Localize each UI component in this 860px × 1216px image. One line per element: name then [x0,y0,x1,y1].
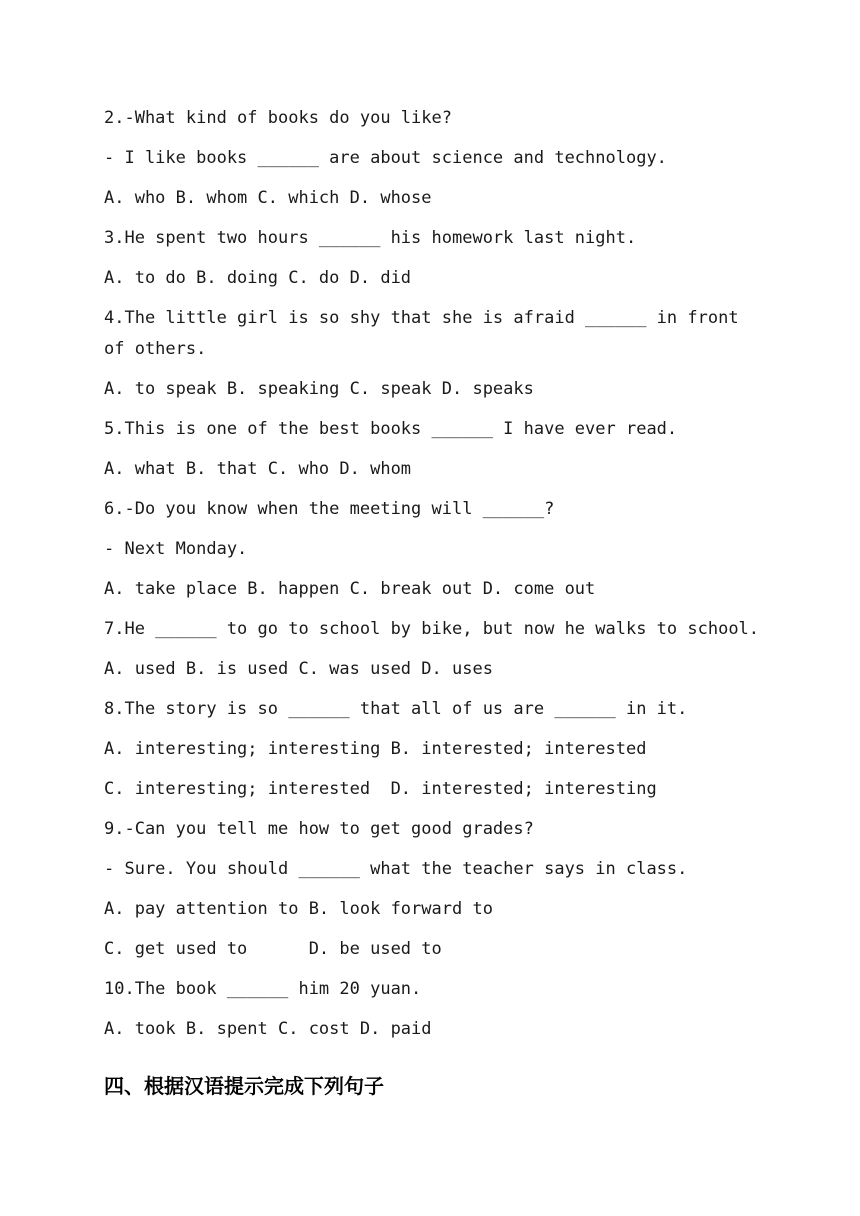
question-9-options-cd: C. get used to D. be used to [104,939,442,959]
question-8-stem: 8.The story is so ______ that all of us are ______ in it. [104,699,688,719]
question-list [104,104,764,1055]
question-9-options-ab: A. pay attention to B. look forward to [104,899,493,919]
question-4-stem-continued: of others. [104,339,207,359]
question-9-stem: 9.-Can you tell me how to get good grades? [104,819,534,839]
question-2-reply: - I like books ______ are about science and technology. [104,148,667,168]
question-7-options: A. used B. is used C. was used D. uses [104,659,493,679]
question-2-stem: 2.-What kind of books do you like? [104,108,452,128]
question-5-stem: 5.This is one of the best books ______ I have ever read. [104,419,678,439]
question-7-stem: 7.He ______ to go to school by bike, but now he walks to school. [104,619,760,639]
question-2-options: A. who B. whom C. which D. whose [104,188,432,208]
section-heading: 四、根据汉语提示完成下列句子 [104,1074,384,1098]
question-10-stem: 10.The book ______ him 20 yuan. [104,979,422,999]
question-5-options: A. what B. that C. who D. whom [104,459,412,479]
question-10-options: A. took B. spent C. cost D. paid [104,1019,432,1039]
question-4-options: A. to speak B. speaking C. speak D. speaks [104,379,534,399]
question-8-options-cd: C. interesting; interested D. interested; interesting [104,779,657,799]
question-8-options-ab: A. interesting; interesting B. interested; interested [104,739,647,759]
question-4-stem: 4.The little girl is so shy that she is afraid ______ in front [104,308,739,328]
question-3-stem: 3.He spent two hours ______ his homework last night. [104,228,637,248]
question-6-options: A. take place B. happen C. break out D. come out [104,579,596,599]
question-6-stem: 6.-Do you know when the meeting will ______? [104,499,555,519]
question-3-options: A. to do B. doing C. do D. did [104,268,412,288]
question-9-reply: - Sure. You should ______ what the teacher says in class. [104,859,688,879]
question-6-reply: - Next Monday. [104,539,248,559]
